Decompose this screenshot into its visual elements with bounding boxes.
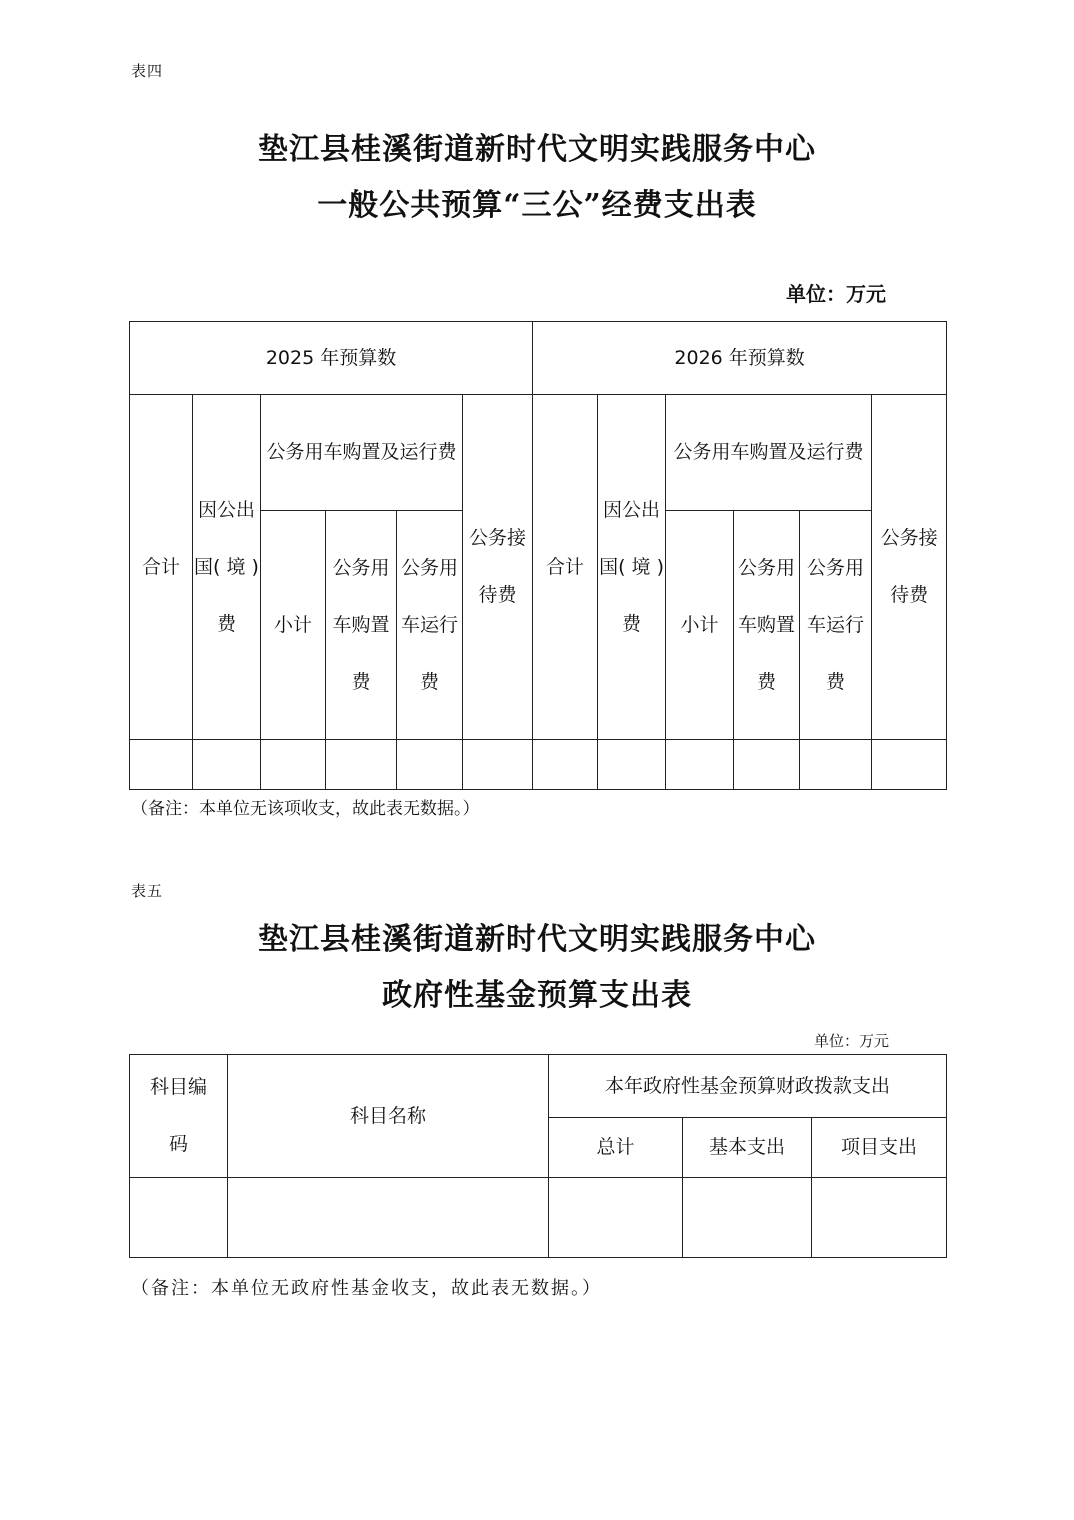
basic-expense-header: 基本支出 <box>683 1118 812 1178</box>
table5-title-line1: 垫江县桂溪街道新时代文明实践服务中心 <box>258 922 816 957</box>
vehicle-operation-header-2026: 公务用车运行费 <box>800 511 872 740</box>
vehicle-purchase-header-2026: 公务用车购置费 <box>734 511 800 740</box>
abroad-header-2025: 因公出国( 境 )费 <box>193 395 261 740</box>
vehicle-operation-header-2025: 公务用车运行费 <box>397 511 463 740</box>
table4-title-line1: 垫江县桂溪街道新时代文明实践服务中心 <box>258 132 816 167</box>
reception-header-2026: 公务接待费 <box>872 395 947 740</box>
empty-cell <box>463 740 533 790</box>
empty-cell <box>326 740 397 790</box>
table5-tag: 表五 <box>131 882 164 900</box>
total-header-2026: 合计 <box>533 395 598 740</box>
empty-cell <box>812 1178 947 1258</box>
project-expense-header: 项目支出 <box>812 1118 947 1178</box>
empty-cell <box>872 740 947 790</box>
fund-expense-group-header: 本年政府性基金预算财政拨款支出 <box>549 1055 947 1118</box>
empty-cell <box>130 1178 228 1258</box>
empty-cell <box>228 1178 549 1258</box>
reception-header-2025: 公务接待费 <box>463 395 533 740</box>
empty-cell <box>130 740 193 790</box>
vehicle-purchase-header-2025: 公务用车购置费 <box>326 511 397 740</box>
empty-cell <box>800 740 872 790</box>
year-2026-header: 2026 年预算数 <box>533 322 947 395</box>
subtotal-header-2025: 小计 <box>261 511 326 740</box>
empty-cell <box>549 1178 683 1258</box>
total-header-2025: 合计 <box>130 395 193 740</box>
table5-unit: 单位：万元 <box>814 1032 890 1050</box>
empty-cell <box>683 1178 812 1258</box>
table4-unit: 单位：万元 <box>786 282 886 306</box>
table4-title-line2: 一般公共预算“三公”经费支出表 <box>317 188 757 223</box>
total-header: 总计 <box>549 1118 683 1178</box>
subject-name-header: 科目名称 <box>228 1055 549 1178</box>
subtotal-header-2026: 小计 <box>666 511 734 740</box>
empty-cell <box>193 740 261 790</box>
table5-title-line2: 政府性基金预算支出表 <box>382 978 692 1013</box>
year-2025-header: 2025 年预算数 <box>130 322 533 395</box>
table5-note: （备注：本单位无政府性基金收支，故此表无数据。） <box>131 1278 602 1299</box>
vehicle-group-header-2025: 公务用车购置及运行费 <box>261 395 463 511</box>
government-fund-table <box>129 1054 947 1258</box>
abroad-header-2026: 因公出国( 境 )费 <box>598 395 666 740</box>
empty-cell <box>598 740 666 790</box>
empty-cell <box>666 740 734 790</box>
three-public-expense-table <box>129 321 947 790</box>
empty-cell <box>734 740 800 790</box>
empty-cell <box>397 740 463 790</box>
empty-cell <box>533 740 598 790</box>
subject-code-header: 科目编码 <box>130 1055 228 1178</box>
table4-note: （备注：本单位无该项收支，故此表无数据。） <box>131 799 480 819</box>
table4-tag: 表四 <box>131 62 164 80</box>
empty-cell <box>261 740 326 790</box>
vehicle-group-header-2026: 公务用车购置及运行费 <box>666 395 872 511</box>
